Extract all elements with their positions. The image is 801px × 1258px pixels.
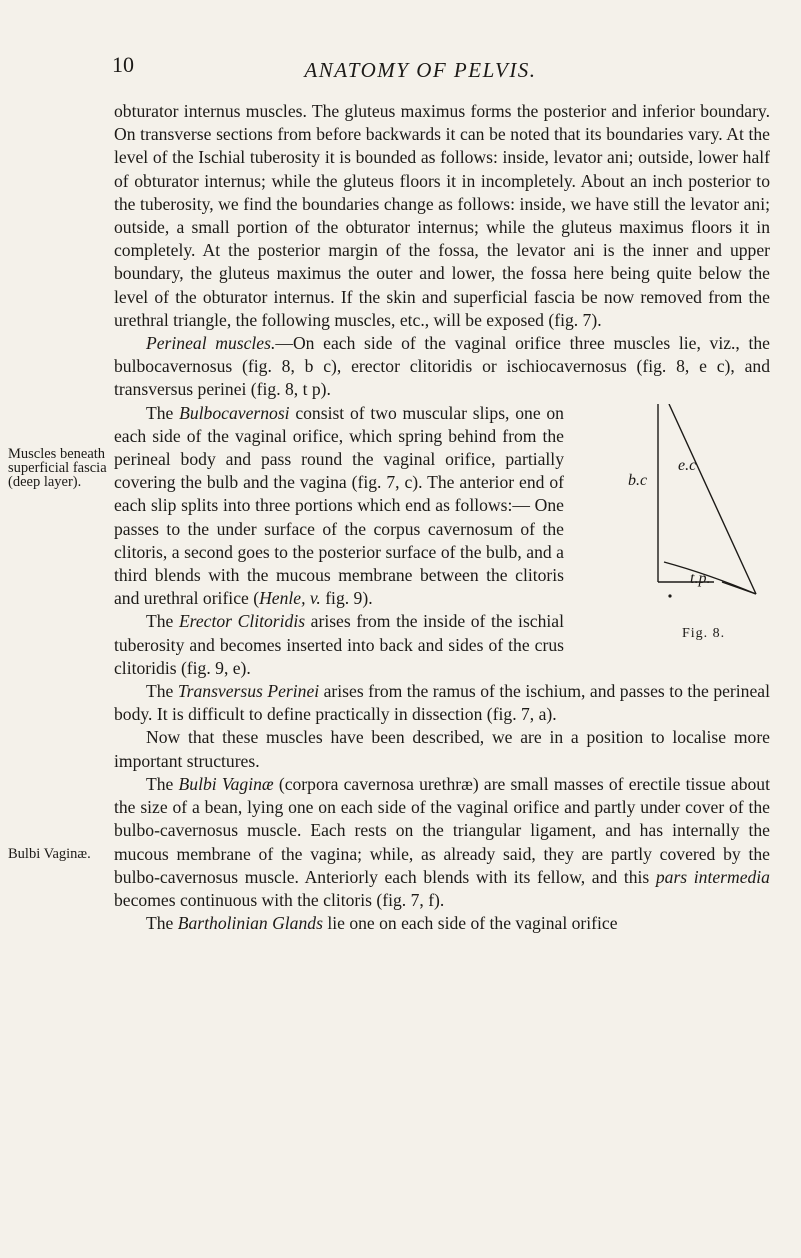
figure-caption: Fig. 8. xyxy=(682,625,726,641)
figure-label-tp: t.p. xyxy=(690,569,711,587)
figure-8-diagram xyxy=(578,404,770,644)
term: Bulbi Vaginæ xyxy=(178,773,274,794)
paragraph: The Bulbi Vaginæ (corpora cavernosa urethræ) are small masses of erectile tissue about the size of a bean, lying one on each side of the vaginal orifice and partly under cover of the bulbo-cavernosus muscle. Each rests on the triangular ligament, and has internally the mucous membrane of the vagina; while, as already said, they are partly covered by the bulbo-cavernosus muscle. Anteriorly each blends with its fellow, and this pars intermedia becomes continuous with the clitoris (fig. 7, f). xyxy=(114,773,770,910)
margin-note-muscles: Muscles beneath superficial fascia (deep layer). xyxy=(8,446,107,490)
paragraph: obturator internus muscles. The gluteus maximus forms the posterior and inferior boundary. On transverse sections from before backwards it can be noted that its boundaries vary. At the level of the Ischial tuberosity it is bounded as follows: inside, levator ani; outside, lower half of obturator internus; while the gluteus floors it in incompletely. About an inch posterior to the tuberosity, we find the boundaries change as follows: inside, we have still the levator ani; outside, a small portion of the obturator internus; while the gluteus maximus floors it in completely. At the posterior margin of the fossa, the levator ani is the inner and upper boundary, the gluteus maximus the outer and lower, the fossa here being quite below the level of the obturator internus. If the skin and superficial fascia be now removed from the urethral triangle, the following muscles, etc., will be exposed (fig. 7). xyxy=(114,101,770,330)
term: Bartholinian Glands xyxy=(177,913,323,934)
figure-8 xyxy=(578,404,770,644)
margin-note-bulbi: Bulbi Vaginæ. xyxy=(8,846,91,862)
figure-label-bc: b.c xyxy=(628,471,648,489)
term: Transversus Perinei xyxy=(177,681,320,702)
page-number: 10 xyxy=(112,52,134,77)
paragraph: The Bulbocavernosi consist of two muscular slips, one on each side of the vaginal orifice, which spring behind from the perineal body and pass round the vaginal orifice, partially covering the bulb and the vagina (fig. 7, c). The anterior end of each slip splits into three portions which end as follows:— One passes to the under surface of the corpus cavernosum of the clitoris, a second goes to the posterior surface of the bulb, and a third blends with the mucous membrane between the clitoris and urethral orifice (Henle, v. fig. 9). xyxy=(114,402,564,609)
figure-point xyxy=(668,594,671,597)
term: pars intermedia xyxy=(655,866,770,887)
paragraph: Perineal muscles.—On each side of the vaginal orifice three muscles lie, viz., the bulbocavernosus (fig. 8, b c), erector clitoridis or ischiocavernosus (fig. 8, e c), and transversus perinei (fig. 8, t p). xyxy=(114,333,770,400)
paragraph: The Bartholinian Glands lie one on each side of the vaginal orifice xyxy=(146,913,618,934)
citation: Henle, v. xyxy=(259,588,321,609)
section-heading: Perineal muscles. xyxy=(146,333,276,354)
term: Bulbocavernosi xyxy=(179,402,290,423)
paragraph: The Erector Clitoridis arises from the inside of the ischial tuberosity and becomes inserted into back and sides of the crus clitoridis (fig. 9, e). xyxy=(114,611,564,678)
running-title: ANATOMY OF PELVIS. xyxy=(304,58,537,82)
figure-line-diagonal xyxy=(669,404,756,594)
body-text xyxy=(114,100,770,935)
term: Erector Clitoridis xyxy=(178,611,306,632)
paragraph: The Transversus Perinei arises from the ramus of the ischium, and passes to the perineal body. It is difficult to define practically in dissection (fig. 7, a). xyxy=(114,681,770,725)
paragraph: Now that these muscles have been described, we are in a position to localise more important structures. xyxy=(114,727,770,771)
figure-label-ec: e.c xyxy=(678,456,697,474)
